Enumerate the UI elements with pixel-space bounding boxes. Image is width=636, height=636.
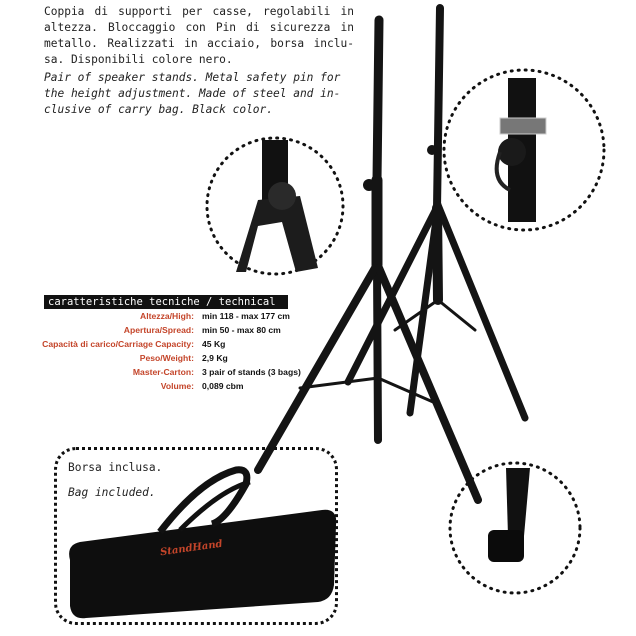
zoom-detail-joint	[207, 138, 343, 274]
spec-value: min 50 - max 80 cm	[202, 325, 281, 335]
spec-label: Apertura/Spread:	[123, 325, 194, 335]
description-english: Pair of speaker stands. Metal safety pin for the height adjustment. Made of steel and in-clusive of carry bag. Black color.	[44, 71, 341, 116]
spec-row-spread	[0, 323, 300, 337]
spec-row-capacity	[0, 337, 300, 351]
spec-row-weight	[0, 351, 300, 365]
spec-label: Peso/Weight:	[139, 353, 194, 363]
spec-label: Altezza/High:	[140, 311, 194, 321]
bag-caption-english: Bag included.	[68, 486, 156, 499]
spec-row-volume	[0, 379, 300, 393]
spec-row-height	[0, 309, 300, 323]
spec-value: min 118 - max 177 cm	[202, 311, 290, 321]
spec-value: 45 Kg	[202, 339, 226, 349]
rear-stand-knob	[427, 145, 437, 155]
description-italian: Coppia di supporti per casse, regolabili in altezza. Bloccaggio con Pin di sicurezza in metallo. Realizzati in acciaio, borsa inclu-sa. Disponibili colore nero.	[44, 5, 354, 66]
spec-label: Volume:	[160, 381, 194, 391]
spec-label: Capacità di carico/Carriage Capacity:	[42, 339, 194, 349]
spec-value: 2,9 Kg	[202, 353, 228, 363]
front-stand-knob	[363, 179, 375, 191]
spec-value: 0,089 cbm	[202, 381, 244, 391]
zoom-detail-pin	[444, 70, 604, 230]
bag-brand-logo: StandHand	[159, 538, 224, 559]
specs-heading: caratteristiche tecniche / technical features	[44, 295, 288, 309]
spec-value: 3 pair of stands (3 bags)	[202, 367, 301, 377]
bag-caption-italian: Borsa inclusa.	[68, 461, 163, 474]
spec-label: Master-Carton:	[132, 367, 194, 377]
spec-row-master-carton	[0, 365, 300, 379]
